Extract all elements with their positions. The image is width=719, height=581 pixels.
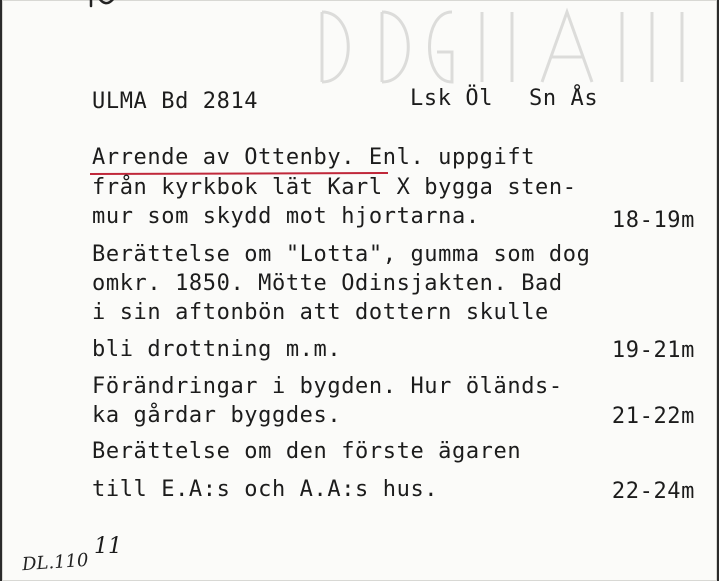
- body-line-1: Arrende av Ottenby. Enl. uppgift: [92, 145, 536, 170]
- record-id: ULMA Bd 2814: [92, 89, 259, 114]
- page-ref-4: 22-24m: [611, 479, 695, 504]
- archive-card: [2, 0, 717, 581]
- body-line-11: till E.A:s och A.A:s hus.: [92, 477, 439, 502]
- body-line-4: Berättelse om "Lotta", gumma som dog: [92, 242, 591, 267]
- body-line-10: Berättelse om den förste ägaren: [92, 439, 522, 464]
- stamp-watermark: [302, 2, 719, 92]
- handwritten-mark-top: [88, 0, 124, 12]
- body-line-7: bli drottning m.m.: [92, 337, 342, 362]
- page-ref-2: 19-21m: [611, 338, 695, 363]
- page-ref-1: 18-19m: [611, 208, 695, 233]
- body-line-8: Förändringar i bygden. Hur öländs-: [92, 374, 563, 399]
- handwritten-archive-code: DL.110: [21, 549, 90, 576]
- body-line-9: ka gårdar byggdes.: [92, 403, 342, 428]
- body-line-3: mur som skydd mot hjortarna.: [92, 204, 480, 229]
- page-ref-3: 21-22m: [611, 404, 695, 429]
- body-line-2: från kyrkbok lät Karl X bygga sten-: [92, 175, 577, 200]
- body-line-5: omkr. 1850. Mötte Odinsjakten. Bad: [92, 271, 563, 296]
- body-line-6: i sin aftonbön att dottern skulle: [92, 300, 549, 325]
- parish-label: Sn Ås: [529, 86, 599, 111]
- handwritten-number: 11: [94, 534, 122, 559]
- region-label: Lsk Öl: [410, 86, 494, 111]
